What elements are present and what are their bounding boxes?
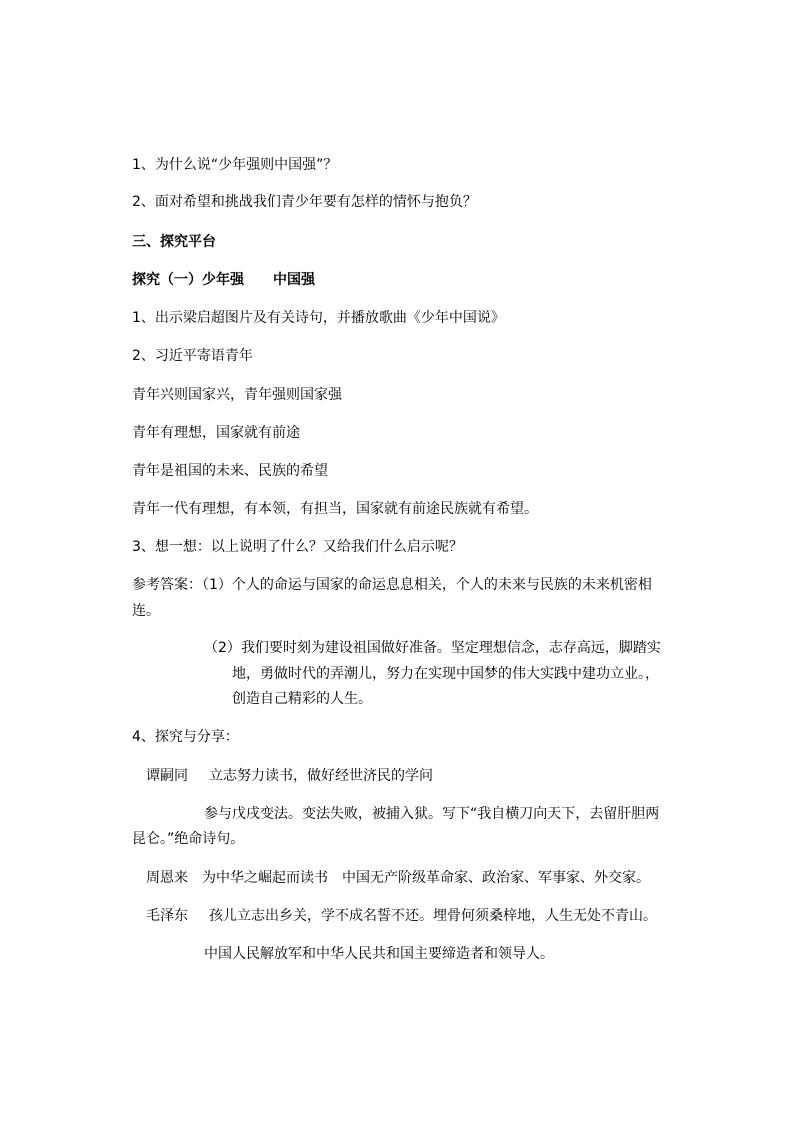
quote-4: 青年一代有理想，有本领，有担当，国家就有前途民族就有希望。 bbox=[132, 501, 538, 517]
answer-2-line-2: 地，勇做时代的弄潮儿，努力在实现中国梦的伟大实践中建功立业。， bbox=[232, 666, 659, 682]
answer-1-line-1: 参考答案：（1）个人的命运与国家的命运息息相关，个人的未来与民族的未来机密相 bbox=[132, 577, 652, 593]
item-1: 1、出示梁启超图片及有关诗句，并播放歌曲《少年中国说》 bbox=[132, 310, 505, 326]
section-heading: 三、探究平台 bbox=[132, 234, 216, 250]
zhou-enlai-goal: 为中华之崛起而读书 bbox=[202, 870, 328, 886]
mao-zedong-role: 中国人民解放军和中华人民共和国主要缔造者和领导人。 bbox=[204, 946, 554, 962]
question-2: 2、面对希望和挑战我们青少年要有怎样的情怀与抱负？ bbox=[132, 194, 477, 210]
answer-2-line-1: （2）我们要时刻为建设祖国做好准备。坚定理想信念，志存高远，脚踏实 bbox=[204, 640, 661, 656]
tan-sitong-line-1: 参与戊戌变法。变法失败，被捕入狱。写下“我自横刀向天下，去留肝胆两 bbox=[204, 806, 660, 822]
zhou-enlai-role: 中国无产阶级革命家、政治家、军事家、外交家。 bbox=[342, 870, 650, 886]
mao-zedong-goal: 孩儿立志出乡关，学不成名誓不还。埋骨何须桑梓地，人生无处不青山。 bbox=[209, 908, 657, 924]
quote-1: 青年兴则国家兴，青年强则国家强 bbox=[132, 387, 342, 403]
inquiry-1-title-b: 中国强 bbox=[273, 272, 315, 288]
quote-3: 青年是祖国的未来、民族的希望 bbox=[132, 463, 328, 479]
tan-sitong-goal: 立志努力读书，做好经世济民的学问 bbox=[209, 768, 433, 784]
answer-2-line-3: 创造自己精彩的人生。 bbox=[232, 691, 372, 707]
quote-2: 青年有理想，国家就有前途 bbox=[132, 425, 300, 441]
tan-sitong-name: 谭嗣同 bbox=[146, 768, 188, 784]
item-3: 3、想一想：以上说明了什么？又给我们什么启示呢？ bbox=[132, 539, 463, 555]
zhou-enlai-name: 周恩来 bbox=[146, 870, 188, 886]
mao-zedong-name: 毛泽东 bbox=[146, 908, 188, 924]
inquiry-1-title: 探究（一）少年强 bbox=[132, 272, 244, 288]
answer-1-line-2: 连。 bbox=[132, 603, 160, 619]
share-heading: 4、探究与分享： bbox=[132, 729, 239, 745]
tan-sitong-line-2: 昆仑。”绝命诗句。 bbox=[132, 831, 245, 847]
item-2: 2、习近平寄语青年 bbox=[132, 348, 253, 364]
question-1: 1、为什么说“少年强则中国强”？ bbox=[132, 157, 338, 173]
